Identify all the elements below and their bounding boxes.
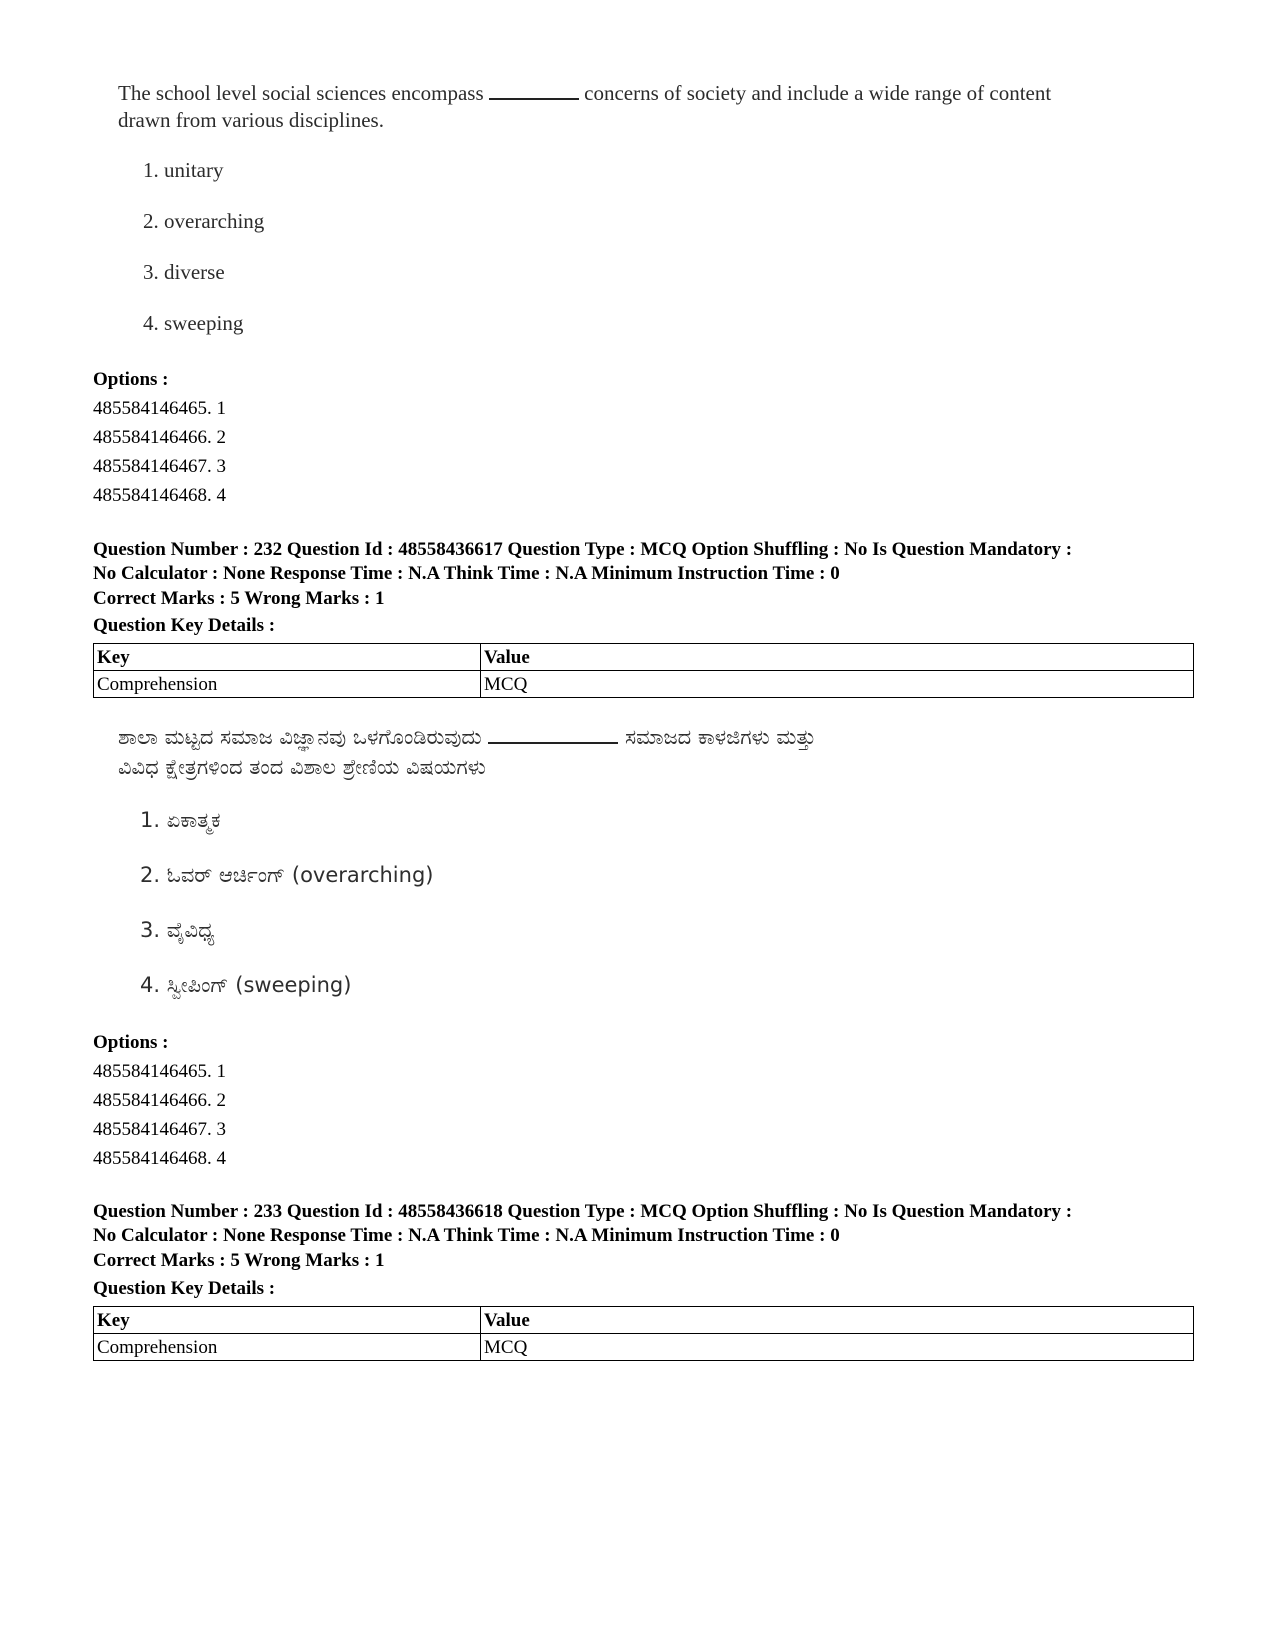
question-image-kannada bbox=[118, 722, 1188, 1012]
table-cell-value: MCQ bbox=[481, 1334, 1194, 1361]
table-header-value: Value bbox=[481, 1307, 1194, 1334]
answer-blank bbox=[488, 742, 618, 744]
choice-1: 1. unitary bbox=[143, 158, 224, 182]
table-row bbox=[94, 671, 1194, 698]
key-details-table bbox=[93, 1306, 1194, 1361]
options-list bbox=[93, 365, 226, 510]
key-details-table bbox=[93, 643, 1194, 698]
table-header-key: Key bbox=[94, 1307, 481, 1334]
option-2: 485584146466. 2 bbox=[93, 427, 226, 448]
marks-line: Correct Marks : 5 Wrong Marks : 1 bbox=[93, 588, 385, 609]
option-3: 485584146467. 3 bbox=[93, 1119, 226, 1140]
table-header-value: Value bbox=[481, 644, 1194, 671]
table-header-row bbox=[94, 1307, 1194, 1334]
question-stem: ಶಾಲಾ ಮಟ್ಟದ ಸಮಾಜ ವಿಜ್ಞಾನವು ಒಳಗೊಂಡಿರುವುದು ಸಮಾಜದ ಕಾಳಜಿಗಳು ಮತ್ತು ವಿವಿಧ ಕ್ಷೇತ್ರಗಳಿಂದ ತಂದ ವಿಶಾಲ ಶ್ರೇಣಿಯ ವಿಷಯಗಳು bbox=[118, 725, 816, 779]
question-stem: The school level social sciences encompass concerns of society and include a wide range of content drawn from various disciplines. bbox=[118, 81, 1052, 132]
option-4: 485584146468. 4 bbox=[93, 1148, 226, 1169]
choice-4: 4. sweeping bbox=[143, 311, 244, 335]
choice-3: 3. diverse bbox=[143, 260, 225, 284]
table-header-key: Key bbox=[94, 644, 481, 671]
option-2: 485584146466. 2 bbox=[93, 1090, 226, 1111]
option-1: 485584146465. 1 bbox=[93, 398, 226, 419]
question-image-english bbox=[118, 80, 1178, 350]
choice-3: 3. ವೈವಿಧ್ಯ bbox=[140, 918, 215, 942]
key-details-label: Question Key Details : bbox=[93, 1278, 276, 1299]
marks-line: Correct Marks : 5 Wrong Marks : 1 bbox=[93, 1250, 385, 1271]
choice-2: 2. overarching bbox=[143, 209, 265, 233]
choice-1: 1. ಏಕಾತ್ಮಕ bbox=[140, 808, 221, 832]
table-cell-key: Comprehension bbox=[94, 671, 481, 698]
option-1: 485584146465. 1 bbox=[93, 1061, 226, 1082]
option-3: 485584146467. 3 bbox=[93, 456, 226, 477]
option-4: 485584146468. 4 bbox=[93, 485, 226, 506]
answer-blank bbox=[489, 98, 579, 100]
table-header-row bbox=[94, 644, 1194, 671]
options-label: Options : bbox=[93, 1032, 169, 1053]
options-label: Options : bbox=[93, 369, 169, 390]
question-meta: Question Number : 233 Question Id : 48558436618 Question Type : MCQ Option Shuffling : No Is Question Mandatory : No Calculator : None Response Time : N.A Think Time : N.A Minimum Instruction Time : 0 bbox=[93, 1201, 1073, 1246]
choice-4: 4. ಸ್ವೀಪಿಂಗ್ (sweeping) bbox=[140, 973, 352, 997]
options-list bbox=[93, 1028, 226, 1173]
choice-2: 2. ಓವರ್ ಆರ್ಚಿಂಗ್ (overarching) bbox=[140, 863, 434, 887]
table-cell-value: MCQ bbox=[481, 671, 1194, 698]
table-row bbox=[94, 1334, 1194, 1361]
question-meta: Question Number : 232 Question Id : 48558436617 Question Type : MCQ Option Shuffling : No Is Question Mandatory : No Calculator : None Response Time : N.A Think Time : N.A Minimum Instruction Time : 0 bbox=[93, 539, 1073, 584]
key-details-label: Question Key Details : bbox=[93, 615, 276, 636]
table-cell-key: Comprehension bbox=[94, 1334, 481, 1361]
